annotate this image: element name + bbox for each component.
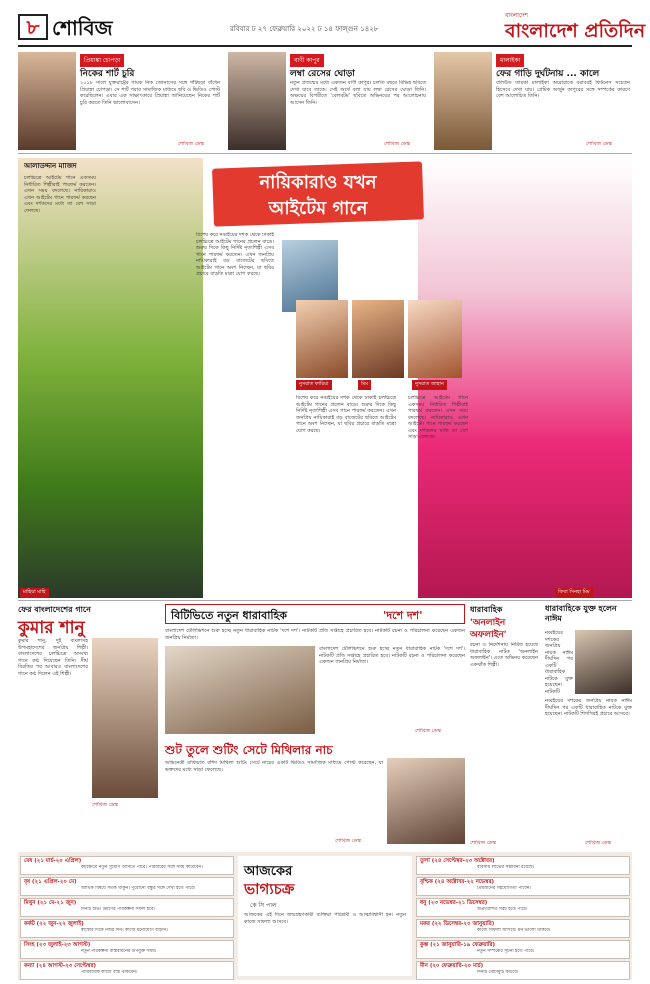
zodiac-card <box>416 856 630 875</box>
story-body: ২০১৮ সালে যুক্তরাষ্ট্রের গায়ক নিক জোনাসের সঙ্গে গাঁটছড়া বাঁধেন প্রিয়াঙ্কা চোপড়া। সে শার্ট পরার সামাজিক মাধ্যমে ছবি ও ভিডিও পোস্ট করেছিলেন। এবার এক সাক্ষাৎকারে প্রিয়াঙ্কা জানিয়েছেন নিকের শার্ট চুরি করতে তিনি ভালোবাসেন। <box>80 80 220 106</box>
btv-credit: শোবিজ ডেস্ক <box>415 728 442 734</box>
photo-caption: মিম <box>358 380 371 390</box>
mithila-headline: শুট তুলে শুটিং সেটে মিথিলার নাচ <box>165 743 333 757</box>
mithila-body: অভিনেত্রী রাফিয়াত রশিদ মিথিলা শুটিং সেটে নাচের একটি ভিডিও সামাজিক মাধ্যমে পোস্ট করেছেন, যা ভক্তদের মধ্যে সাড়া ফেলেছে। <box>165 760 383 773</box>
zodiac-text: পারিবারিক কাজে ব্যস্ত থাকবেন। <box>81 970 138 975</box>
zodiac-card <box>416 940 630 959</box>
story-headline: লম্বা রেসের ঘোড়া <box>290 69 355 79</box>
btv-headline-prefix: বিটিভিতে নতুন ধারাবাহিক <box>171 609 288 622</box>
horoscope-title-line1: আজকের <box>244 864 293 879</box>
zodiac-card <box>416 961 630 980</box>
kumar-headline: কুমার শানু <box>18 618 85 638</box>
serial-body: রচনা ও নির্দেশনায় নির্মিত হয়েছে ধারাবাহিক নাটক 'অনলাইন অফলাইন'। এতে অভিনয় করেছেন একঝাঁক শিল্পী। <box>470 642 538 668</box>
btv-headline-quote: 'দশে দশ' <box>383 609 423 622</box>
main-body-continued: বিশেষ করে নব্বইয়ের দশক থেকে ঢাকাই চলচ্চিত্রে আইটেম গানের প্রচলন বাড়ে। শুরুর দিকে কিছু নির্দিষ্ট নৃত্যশিল্পী এসব গানে পারফর্ম করতেন। এখন জনপ্রিয় নায়িকারাই বড় বাজেটের ছবিতে আইটেম গানে অংশ নিচ্ছেন, যা ছবির প্রচারে বাড়তি মাত্রা যোগ করছে। <box>296 395 396 434</box>
zodiac-text: নতুন সম্পর্কের সূচনা হতে পারে। <box>477 949 535 954</box>
zodiac-text: স্বাস্থ্যের দিকে নজর দিন। কাজে মনোযোগ বাড়ান। <box>81 928 168 933</box>
story-headline: ফের গাড়ি দুর্ঘটনায় ... কালে <box>496 69 600 79</box>
story-headline: নিকের শার্ট চুরি <box>80 69 135 79</box>
zodiac-dates: কুম্ভ (২১ জানুয়ারি-১৯ ফেব্রুয়ারি) <box>420 942 496 948</box>
zodiac-dates: মিথুন (২১ মে-২১ জুন) <box>24 900 77 906</box>
kumar-credit: শোবিজ ডেস্ক <box>92 802 119 808</box>
zodiac-card <box>20 919 234 938</box>
story-credit: শোবিজ ডেস্ক <box>586 141 613 147</box>
main-body: বিশেষ করে নব্বইয়ের দশক থেকে ঢাকাই চলচ্চিত্রে আইটেম গানের প্রচলন বাড়ে। শুরুর দিকে কিছু নির্দিষ্ট নৃত্যশিল্পী এসব গানে পারফর্ম করতেন। এখন জনপ্রিয় নায়িকারাই বড় বাজেটের ছবিতে আইটেম গানে অংশ নিচ্ছেন, যা ছবির প্রচারে বাড়তি মাত্রা যোগ করছে। <box>196 232 274 277</box>
masthead-rule <box>18 45 632 47</box>
zodiac-text: আর্থিক বিষয়ে সতর্ক থাকুন। পুরোনো বন্ধুর সঙ্গে দেখা হতে পারে। <box>81 886 196 891</box>
photo-caption: মাহিয়া মাহি <box>20 588 49 598</box>
mithila-credit: শোবিজ ডেস্ক <box>335 838 362 844</box>
zodiac-card <box>20 898 234 917</box>
zodiac-dates: মকর (২২ ডিসেম্বর-২০ জানুয়ারি) <box>420 921 495 927</box>
zodiac-dates: সিংহ (২৩ জুলাই-২৩ আগস্ট) <box>24 942 91 948</box>
zodiac-card <box>20 856 234 875</box>
serial-headline-line2: 'অনলাইন <box>470 618 506 628</box>
story-photo <box>434 52 492 150</box>
story-photo <box>18 52 76 150</box>
zodiac-text: কাজে সাফল্য আসবে। মন ভালো থাকবে। <box>477 928 551 933</box>
zodiac-text: দিনটি মোটামুটি কাটবে। <box>477 970 519 975</box>
serial-headline-line1: ধারাবাহিক <box>470 605 503 614</box>
zodiac-text: নতুন পরিকল্পনা বাস্তবায়নের উপযুক্ত সময়। <box>81 949 157 954</box>
story-photo <box>228 52 286 150</box>
main-headline-line2: আইটেম গানে <box>268 198 368 219</box>
story-credit: শোবিজ ডেস্ক <box>384 141 411 147</box>
photo-caption: নুসরাত ফারিয়া <box>296 380 332 390</box>
nayeem-headline: ধারাবাহিকে যুক্ত হলেন নাঈম <box>545 604 617 623</box>
zodiac-card <box>20 940 234 959</box>
top-story-3[interactable] <box>434 52 632 150</box>
zodiac-card <box>20 961 234 980</box>
zodiac-card <box>20 877 234 896</box>
nayeem-photo <box>575 630 632 694</box>
main-kicker: আলাউদ্দীন মাজিদ <box>24 163 77 170</box>
story-body: বলিউড তারকা মালাইকা অরোরাকে বরাবরই ফিটনেস সচেতন হিসেবে দেখা যায়। প্রেমিক অর্জুন কাপুরের সঙ্গে সম্পর্কের কারণে বেশ আলোচিত তিনি। <box>496 80 630 99</box>
top-rule <box>18 153 632 154</box>
nayeem-credit: শোবিজ ডেস্ক <box>585 840 612 846</box>
btv-body: বাংলাদেশ টেলিভিশনে শুরু হচ্ছে নতুন ধারাবাহিক নাটক 'দশে দশ'। নাটকটি প্রতি সপ্তাহে প্রচারিত হবে। নাটকটি রচনা ও পরিচালনা করেছেন একজন জনপ্রিয় নির্মাতা। <box>165 628 465 641</box>
zodiac-dates: বৃশ্চিক (২৪ অক্টোবর-২২ নভেম্বর) <box>420 879 495 885</box>
zodiac-dates: বৃষ (২১ এপ্রিল-২০ মে) <box>24 879 77 885</box>
zodiac-card <box>416 877 630 896</box>
nayeem-body-continued: নব্বইয়ের দশকের জনপ্রিয় নায়ক নাঈম দীর্ঘদিন পর একটি ধারাবাহিক নাটকে যুক্ত হয়েছেন। নাটকটি শিগগিরই প্রচারে আসবে। <box>545 698 632 717</box>
nayeem-body: নব্বইয়ের দশকের জনপ্রিয় নায়ক নাঈম দীর্ঘদিন পর একটি ধারাবাহিক নাটকে যুক্ত হয়েছেন। নাটকটি <box>545 630 573 694</box>
page-number: ৮ <box>18 14 48 40</box>
serial-credit: শোবিজ ডেস্ক <box>470 840 497 846</box>
zodiac-dates: কর্কট (২২ জুন-২২ জুলাই) <box>24 921 84 927</box>
dateline: রবিবার ঢ ২৭ ফেব্রুয়ারি ২০২২ ঢ ১৪ ফাল্গুন ১৪২৮ <box>230 25 379 33</box>
section-title: শোবিজ <box>52 16 113 40</box>
top-story-1[interactable] <box>18 52 222 150</box>
btv-body-continued: বাংলাদেশ টেলিভিশনে শুরু হচ্ছে নতুন ধারাবাহিক নাটক 'দশে দশ'। নাটকটি প্রতি সপ্তাহে প্রচারিত হবে। নাটকটি রচনা ও পরিচালনা করেছেন একজন জনপ্রিয় নির্মাতা। <box>319 646 465 665</box>
story-tag: মালাইকা <box>496 54 524 67</box>
zodiac-dates: কন্যা (২৪ আগস্ট-২৩ সেপ্টেম্বর) <box>24 963 97 969</box>
horoscope-title-line2: ভাগ্যচক্র <box>244 880 295 898</box>
zodiac-dates: মীন (২০ ফেব্রুয়ারি-২০ মার্চ) <box>420 963 484 969</box>
zodiac-text: প্রিয়জনের সহযোগিতা পাবেন। <box>477 886 532 891</box>
kumar-photo <box>92 638 158 798</box>
nayeem-story[interactable] <box>545 604 632 848</box>
model-photo-right <box>418 158 632 598</box>
brand-small: বাংলাদেশ <box>505 12 528 19</box>
zodiac-card <box>416 898 630 917</box>
top-story-2[interactable] <box>228 52 428 150</box>
kumar-headline-small: ফের বাংলাদেশের গানে <box>18 605 91 614</box>
brand-logo[interactable]: বাংলাদেশ প্রতিদিন <box>505 20 646 42</box>
inset-photo-2 <box>296 300 348 378</box>
zodiac-dates: মেষ (২১ মার্চ-২০ এপ্রিল) <box>24 858 82 864</box>
mithila-photo <box>387 758 465 844</box>
story-body: নতুন প্রজন্মের মধ্যে একজন বাণী কাপুর। চলতি বছরে বিভিন্ন ছবিতে দেখা যাবে তাকে। সেই অর্থে বলা যায় লম্বা রেসের ঘোড়া তিনি। অক্ষয়ের বিপরীতে 'বেলবটম' ছবিতে অভিনয়ের পর আলোচনায় আসেন তিনি। <box>290 80 426 106</box>
btv-photo <box>165 646 315 734</box>
serial-story[interactable] <box>470 604 540 848</box>
main-rule <box>18 600 632 601</box>
zodiac-dates: ধনু (২৩ নভেম্বর-২১ ডিসেম্বর) <box>420 900 488 906</box>
mithila-story[interactable] <box>165 742 465 848</box>
kumar-body: কুমার শানু, দুই বাংলাসহ উপমহাদেশের জনপ্রিয় শিল্পী। বাংলাদেশের চলচ্চিত্রে অসংখ্য গানে কণ্ঠ দিয়েছেন তিনি। দীর্ঘ বিরতির পর আবারও বাংলাদেশের গানে কণ্ঠ দিলেন এই শিল্পী। <box>18 638 88 677</box>
zodiac-card <box>416 919 630 938</box>
story-tag: বাণী কাপুর <box>290 54 324 67</box>
serial-headline-line3: অফলাইন' <box>470 630 507 640</box>
zodiac-dates: তুলা (২৪ সেপ্টেম্বর-২৩ অক্টোবর) <box>420 858 495 864</box>
zodiac-text: কর্মক্ষেত্রে নতুন সুযোগ আসতে পারে। পরিবারের সঙ্গে সময় কাটাবেন। <box>81 865 203 870</box>
horoscope-intro: আজকের এই দিনে জন্মগ্রহণকারী ব্যক্তিরা পরিশ্রমী ও আত্মবিশ্বাসী হন। নতুন কাজে সাফল্য আসবে। <box>244 912 406 925</box>
btv-story[interactable] <box>165 604 465 739</box>
main-lead: চলচ্চিত্রে আইটেম গানে একসময় নির্ধারিত শিল্পীরাই পারফর্ম করতেন। এখন সময় বদলেছে। নায়িকারাও এখন আইটেম গানে পারফর্ম করছেন এবং দর্শকদের মধ্যে তা বেশ সাড়া ফেলছে। <box>24 175 96 214</box>
zodiac-text: দিনটি শুভ। ভ্রমণের পরিকল্পনা সফল হবে। <box>81 907 155 912</box>
zodiac-text: অপ্রত্যাশিত খরচ হতে পারে। <box>477 907 528 912</box>
story-credit: শোবিজ ডেস্ক <box>178 141 205 147</box>
photo-caption: বিদ্যা সিনহা মিম <box>555 588 593 598</box>
inset-photo-4 <box>408 300 462 378</box>
main-body-sidebar: চলচ্চিত্রে আইটেম গানে একসময় নির্ধারিত শিল্পীরাই পারফর্ম করতেন। এখন সময় বদলেছে। নায়িকারাও এখন আইটেম গানে পারফর্ম করছেন এবং দর্শকদের মধ্যে তা বেশ সাড়া ফেলছে। <box>408 395 468 440</box>
photo-caption: নুসরাত জাহান <box>412 380 447 390</box>
inset-photo-3 <box>352 300 404 378</box>
kumar-story[interactable] <box>18 604 158 848</box>
story-tag: প্রিয়াঙ্কা চোপড়া <box>80 54 124 67</box>
horoscope-byline: কে সি পাল <box>250 902 277 909</box>
zodiac-text: ব্যবসায় লাভের সম্ভাবনা রয়েছে। <box>477 865 535 870</box>
main-headline-line1: নায়িকারাও যখন <box>259 172 377 193</box>
